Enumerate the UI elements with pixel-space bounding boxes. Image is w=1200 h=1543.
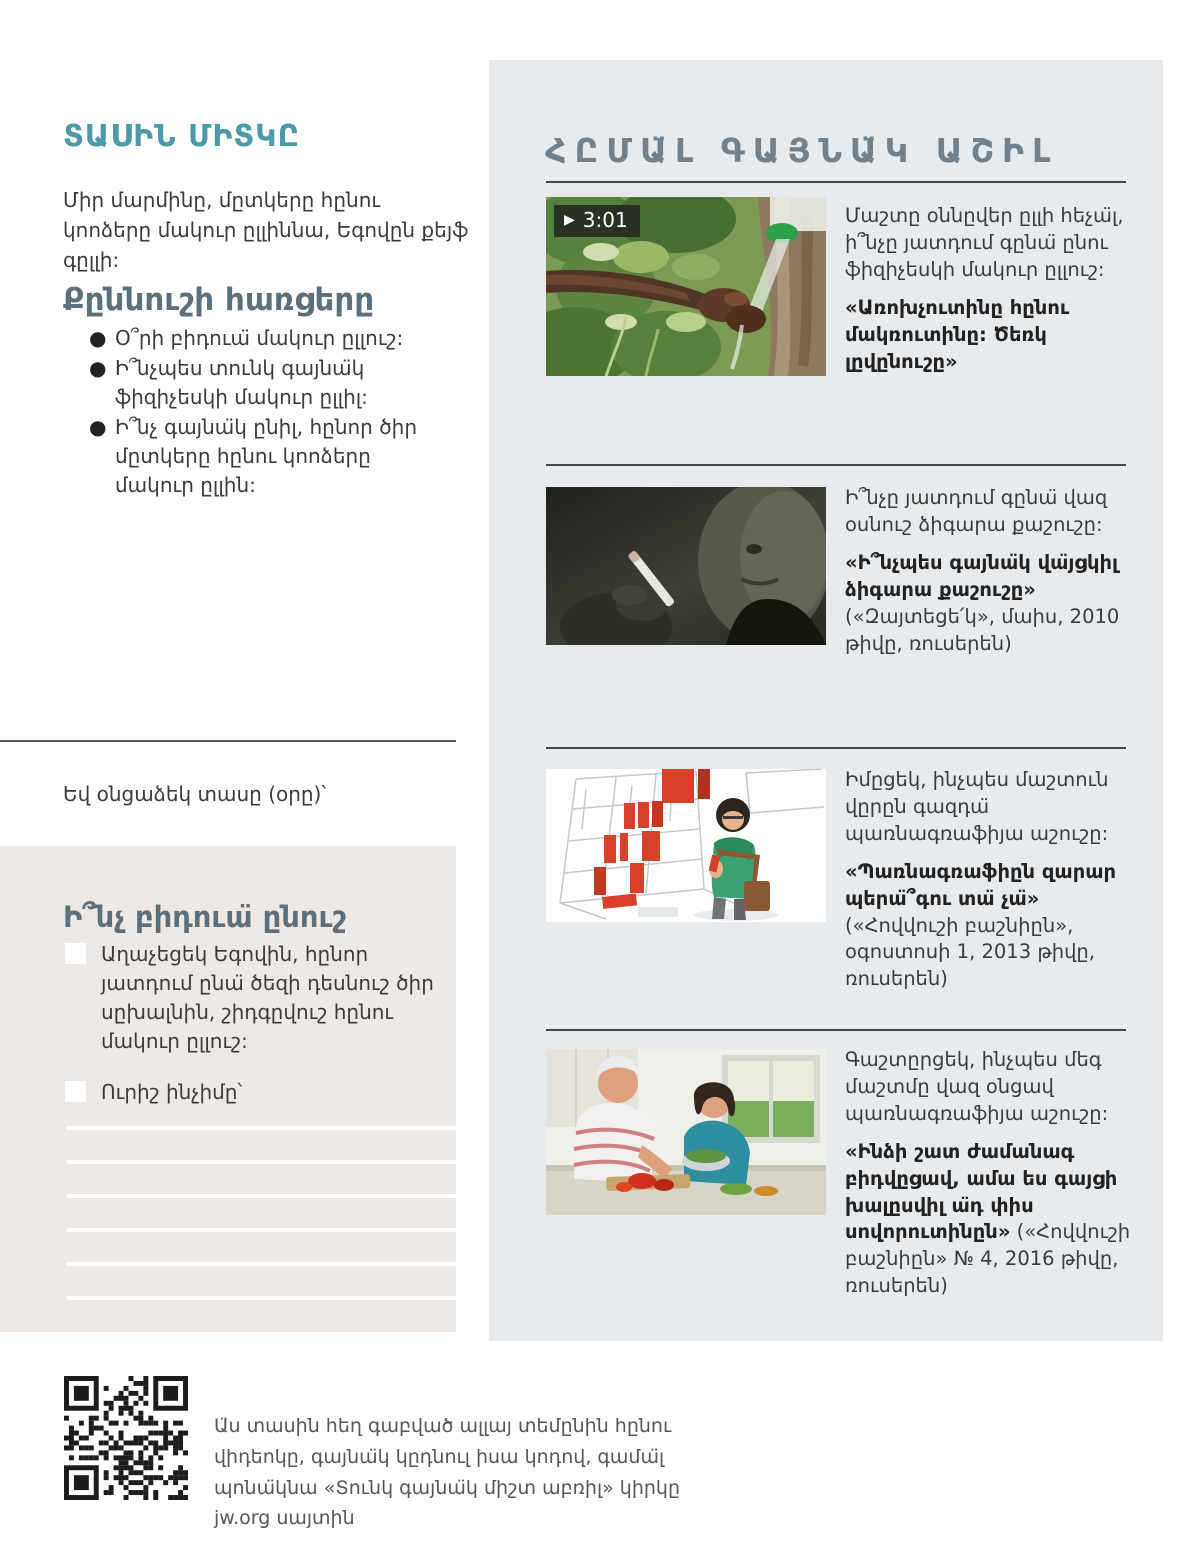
- write-line: [67, 1228, 456, 1232]
- what-you-need-box: [0, 846, 456, 1332]
- goal-prompt: Եվ օնցաձեկ տասը (օրը)՝: [63, 782, 327, 806]
- checklist-text: Աղաչեցեկ Եգովին, հընոր յատդում ընա̈ ծեզի դեսնուշ ծիր սըխալնին, շիդգըվուշ հընու մակուր ըլլուշ:: [101, 942, 434, 1053]
- section-rule: [546, 181, 1126, 183]
- checkbox[interactable]: [65, 943, 86, 964]
- writing-lines: [67, 1126, 456, 1330]
- bullet-icon: ●: [89, 415, 107, 439]
- what-you-need-title: Ի՞նչ բիդուա̈ ընուշ: [63, 900, 347, 935]
- questions-title: Քըննուշի հառցերը: [63, 281, 375, 318]
- panel-title: ՀԸՄԱ̈Լ ԳԱՅՆԱ̈Կ ԱՇԻԼ: [545, 131, 1059, 171]
- question-list: [63, 324, 433, 501]
- main-point-text: Միր մարմինը, մըտկերը հընու կոոձերը մակուր ըլլիննա, Եգովըն քեյֆ գըլլի:: [63, 188, 469, 272]
- illustration-magazine-rack: [546, 769, 826, 922]
- checklist-text: Ուրիշ ինչիմը՝: [101, 1080, 243, 1104]
- photo-couple-kitchen: [546, 1049, 826, 1215]
- write-line: [67, 1126, 456, 1130]
- question-text: Օ՞րի բիդուա̈ մակուր ըլլուշ:: [115, 326, 404, 350]
- caption-lead: Ի՞նչը յատդում գընա̈ վազ օսնուշ ձիգարա քաշուշը:: [845, 486, 1108, 536]
- section-rule: [546, 747, 1126, 749]
- caption-item-3: [845, 767, 1131, 993]
- caption-source: («Հովվուշի բաշնիըն», օգոստոսի 1, 2013 թիվը, ռուսերեն): [845, 913, 1095, 991]
- write-line: [67, 1296, 456, 1300]
- watch-and-read-panel: [489, 60, 1163, 1341]
- video-thumbnail-handwashing[interactable]: [546, 197, 826, 376]
- question-text: Ի՞նչ գայնա̈կ ընիլ, հընոր ծիր մըտկերը հընու կոոձերը մակուր ըլլին:: [115, 415, 418, 497]
- caption-source: («Հովվուշի բաշնիըն» № 4, 2016 թիվը, ռուսերեն): [845, 1220, 1131, 1298]
- question-item: [63, 413, 433, 500]
- caption-item-2: [845, 485, 1131, 657]
- write-line: [67, 1160, 456, 1164]
- kitchen-photo: [546, 1049, 826, 1215]
- qr-code[interactable]: [64, 1376, 188, 1500]
- caption-title: «Ինձի շատ ժամանագ բիդվըցավ, ամա ես գայցի խալըսվիլ ա̈դ փիս սովորուտինըն»: [845, 1139, 1118, 1244]
- caption-lead: Գաշտըրցեկ, ինչպես մեգ մաշտմը վազ օնցավ պառնագռաֆիյա աշուշը:: [845, 1048, 1109, 1125]
- photo-man-with-cigarette: [546, 487, 826, 645]
- video-duration-badge: [554, 205, 640, 237]
- caption-lead: Իմըցեկ, ինչպես մաշտուն վըրըն գազդա̈ պառնագռաֆիյա աշուշը:: [845, 768, 1109, 845]
- magazine-rack-drawing: [546, 769, 826, 922]
- play-icon: ▶: [564, 212, 575, 228]
- caption-title: «Ի՞նչպես գայնա̈կ վա̈յցկիլ ձիգարա քաշուշը»: [845, 550, 1119, 601]
- qr-caption: Ա̈ս տասին հեղ գաբված ալլայ տեմընին հընու վիդեոկը, գայնա̈կ կըդնուլ իսա կոդով, գամա̈լ պոնա̈կնա «Տունկ գայնա̈կ միշտ աբռիլ» կիրկը jw.org սայտին: [214, 1415, 681, 1530]
- question-text: Ի՞նչպես տունկ գայնա̈կ ֆիզիչեսկի մակուր ըլլիլ:: [115, 356, 368, 409]
- question-item: [63, 354, 433, 412]
- checkbox[interactable]: [65, 1081, 86, 1102]
- caption-lead: Մաշտը օննըվեր ըլլի հեչա̈լ, ի՞նչը յատդում գընա̈ ընու ֆիզիչեսկի մակուր ըլլուշ:: [845, 204, 1124, 281]
- caption-item-1: [845, 203, 1131, 375]
- video-duration: 3:01: [582, 208, 628, 232]
- caption-source: («Զայտեցե՛կ», մաիս, 2010 թիվը, ռուսերեն): [845, 604, 1120, 655]
- bullet-icon: ●: [89, 326, 107, 350]
- main-point-title: ՏԱՍԻՆ ՄԻՏԿԸ: [63, 119, 301, 155]
- section-rule: [546, 1029, 1126, 1031]
- section-rule: [546, 464, 1126, 466]
- question-item: [63, 324, 433, 353]
- caption-item-4: [845, 1047, 1131, 1300]
- write-line: [67, 1194, 456, 1198]
- section-divider: [0, 740, 456, 742]
- cigarette-photo: [546, 487, 826, 645]
- checklist-item: [65, 1078, 437, 1107]
- bullet-icon: ●: [89, 356, 107, 380]
- caption-title: «Պառնագռաֆիըն զարար պերա̈՞գու տա̈ չա̈»: [845, 859, 1117, 910]
- caption-title: «Առոխչուտինը հընու մակռուտինը: Ծեռկ լըվընուշը»: [845, 295, 1070, 373]
- checklist-item: [65, 940, 437, 1056]
- write-line: [67, 1262, 456, 1266]
